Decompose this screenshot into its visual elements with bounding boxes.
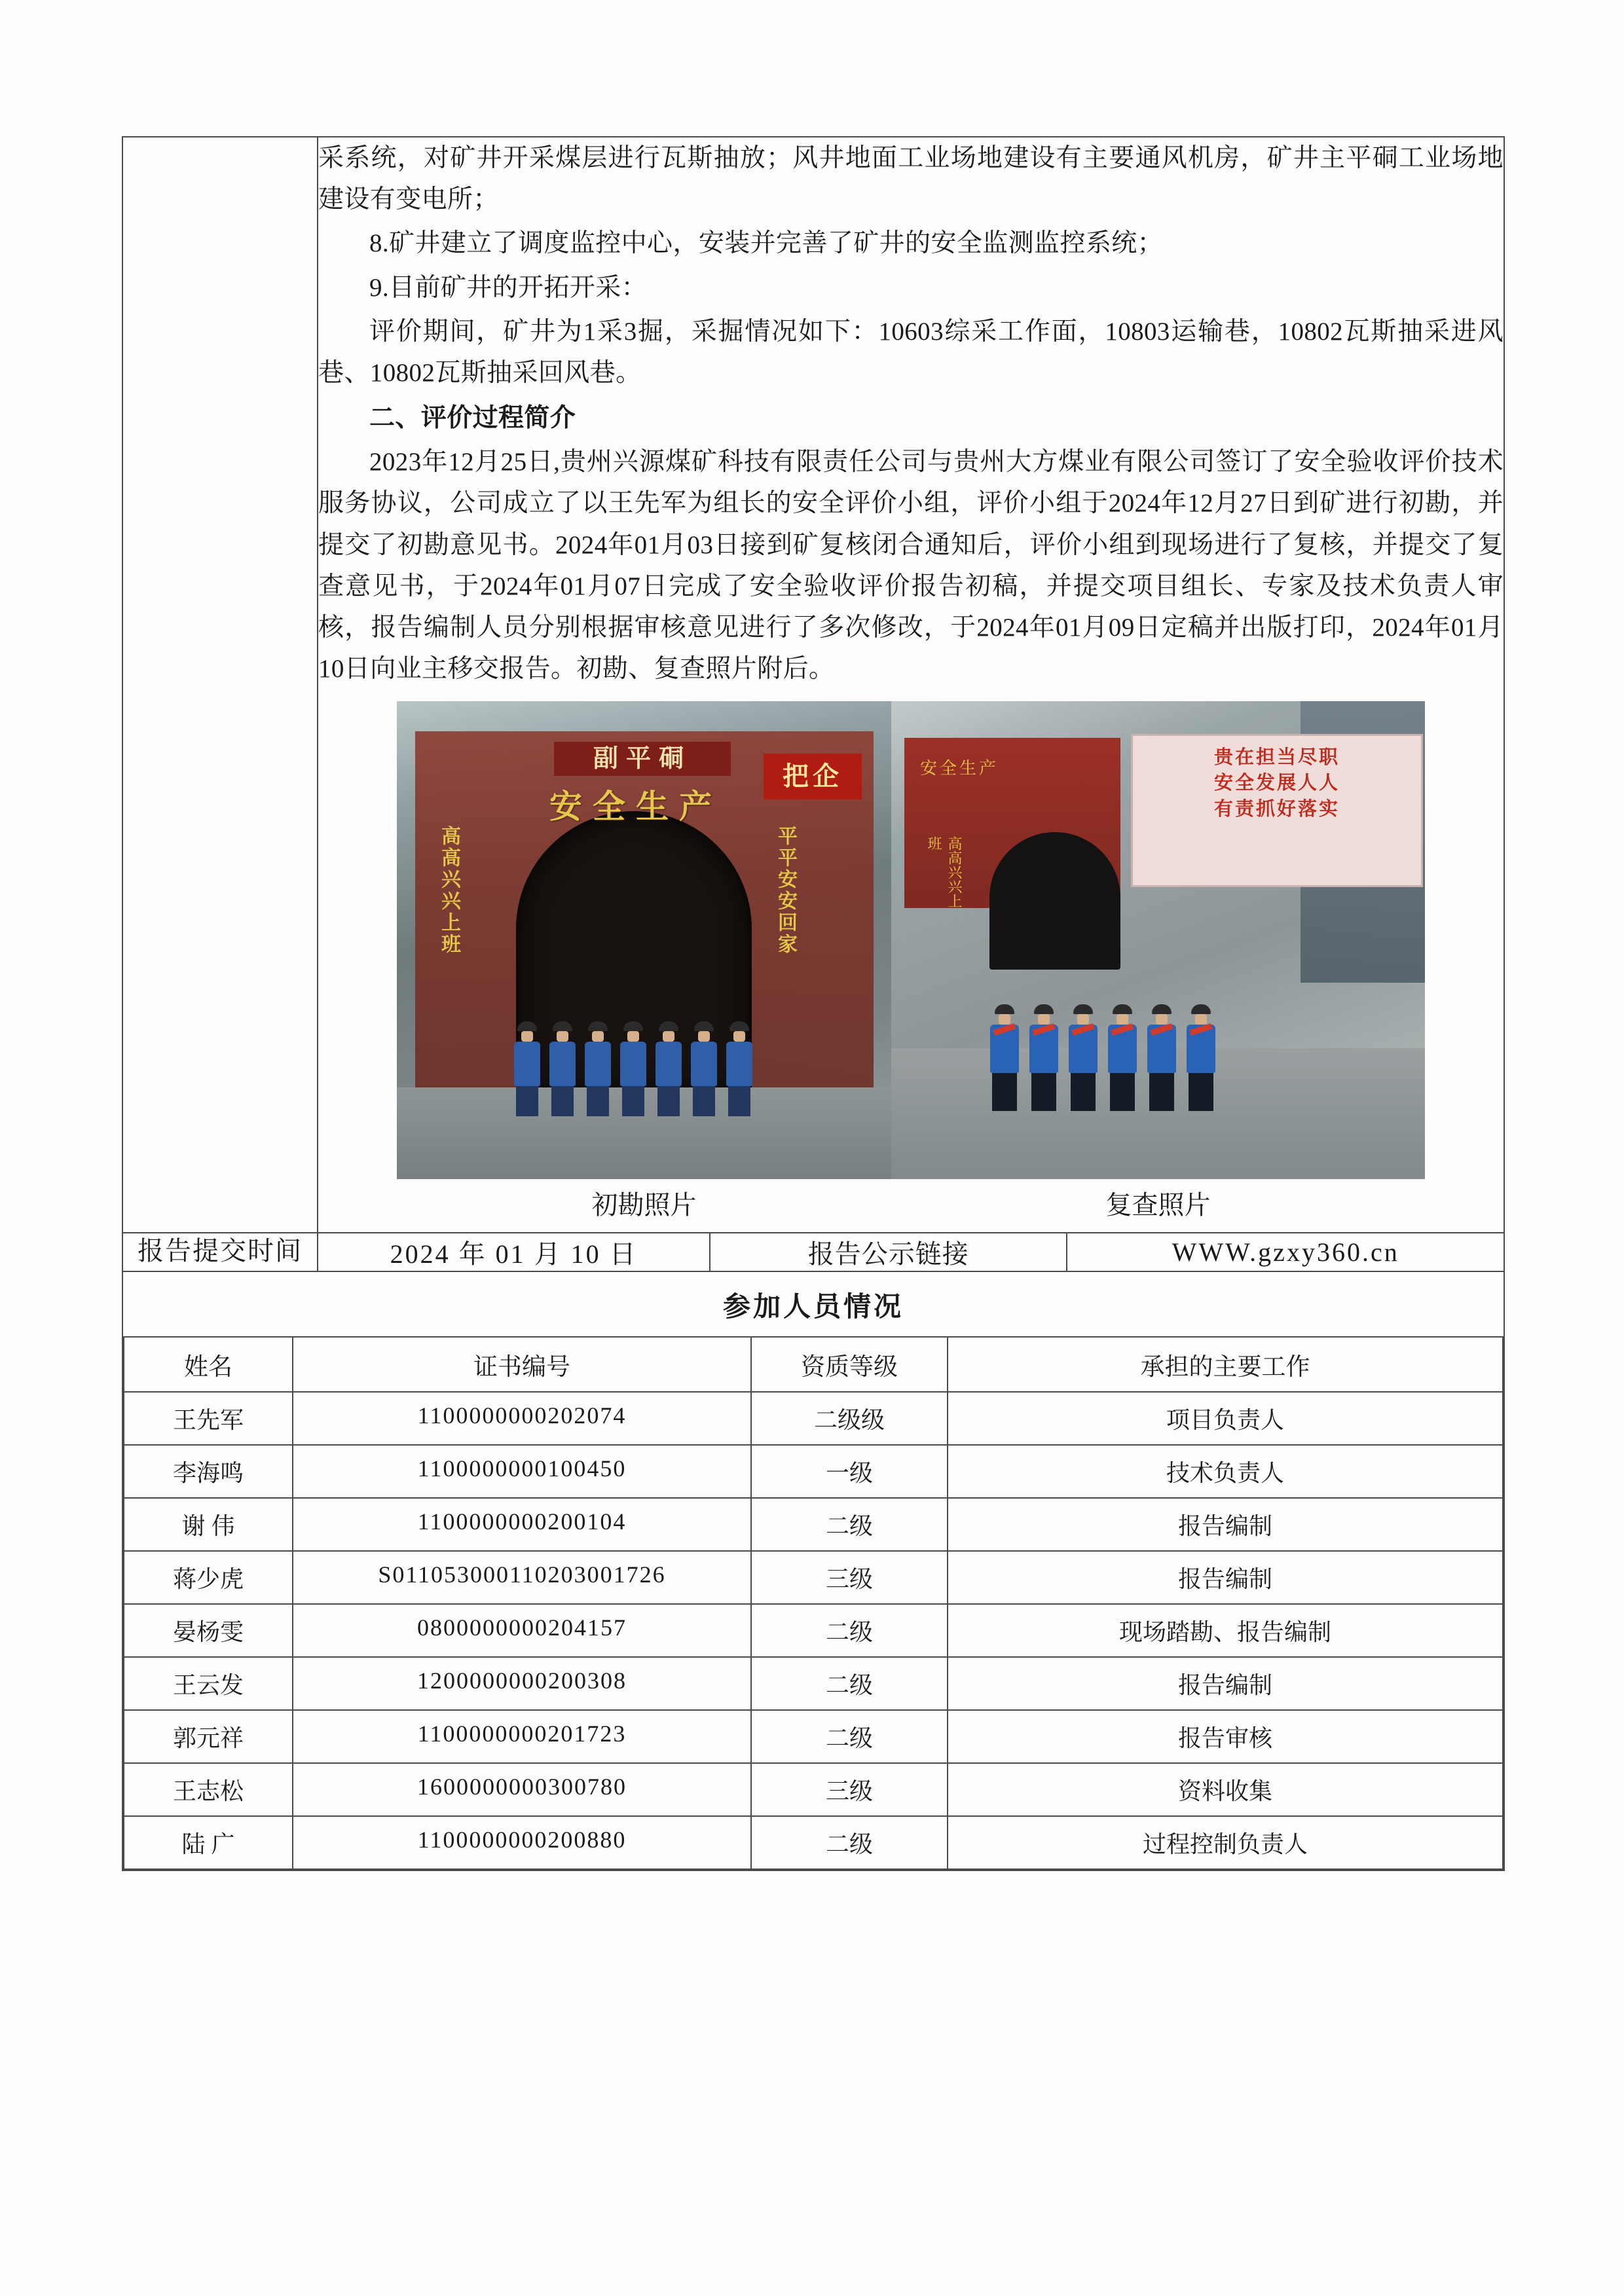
table-row bbox=[124, 1498, 1503, 1551]
cell-level: 二级 bbox=[751, 1657, 948, 1710]
cell-level: 二级 bbox=[751, 1604, 948, 1657]
cell-cert: 1100000000202074 bbox=[293, 1392, 751, 1445]
worker-figure bbox=[1029, 1004, 1059, 1111]
photo-captions bbox=[397, 1184, 1425, 1222]
cell-cert: 1600000000300780 bbox=[293, 1763, 751, 1816]
caption-recheck-survey: 复查照片 bbox=[1105, 1190, 1211, 1220]
cell-level: 三级 bbox=[751, 1551, 948, 1604]
worker-figure bbox=[512, 1021, 542, 1116]
table-row bbox=[124, 1710, 1503, 1763]
cell-name: 王云发 bbox=[124, 1657, 293, 1710]
table-row bbox=[124, 1816, 1503, 1869]
worker-figure bbox=[654, 1021, 684, 1116]
banner-red-line1: 安全生产 bbox=[920, 759, 999, 778]
cell-name: 王志松 bbox=[124, 1763, 293, 1816]
worker-figure bbox=[989, 1004, 1020, 1111]
main-document-table bbox=[122, 136, 1505, 1871]
sign-portal-name: 副平硐 bbox=[554, 742, 731, 776]
cell-cert: 1100000000100450 bbox=[293, 1445, 751, 1498]
cell-work: 技术负责人 bbox=[948, 1445, 1503, 1498]
header-level: 资质等级 bbox=[751, 1337, 948, 1392]
paragraph-evaluation-process: 2023年12月25日,贵州兴源煤矿科技有限责任公司与贵州大方煤业有限公司签订了安全验收评价技术服务协议，公司成立了以王先军为组长的安全评价小组，评价小组于2024年12月27日到矿进行初勘，并提交了初勘意见书。2024年01月03日接到矿复核闭合通知后，评价小组到现场进行了复核，并提交了复查意见书，于2024年01月07日完成了安全验收评价报告初稿，并提交项目组长、专家及技术负责人审核，报告编制人员分别根据审核意见进行了多次修改，于2024年01月09日定稿并出版打印，2024年01月10日向业主移交报告。初勘、复查照片附后。 bbox=[318, 448, 1504, 683]
cell-level: 二级级 bbox=[751, 1392, 948, 1445]
cell-work: 报告编制 bbox=[948, 1498, 1503, 1551]
banner-pink-line3: 有责抓好落实 bbox=[1213, 798, 1340, 820]
cell-work: 现场踏勘、报告编制 bbox=[948, 1604, 1503, 1657]
worker-figure bbox=[1107, 1004, 1137, 1111]
section-heading-evaluation-process: 二、评价过程简介 bbox=[369, 404, 576, 433]
banner-pink bbox=[1131, 734, 1423, 887]
cell-work: 报告编制 bbox=[948, 1657, 1503, 1710]
crew-group-right bbox=[989, 1004, 1216, 1111]
banner-pink-line1: 贵在担当尽职 bbox=[1213, 747, 1340, 769]
cell-name: 蒋少虎 bbox=[124, 1551, 293, 1604]
paragraph-continuation: 采系统，对矿井开采煤层进行瓦斯抽放；风井地面工业场地建设有主要通风机房，矿井主平硐工业场地建设有变电所； bbox=[318, 144, 1504, 214]
cell-cert: 0800000000204157 bbox=[293, 1604, 751, 1657]
photo-group bbox=[397, 701, 1425, 1179]
banner-red-line2: 高高兴兴上班 bbox=[926, 836, 963, 909]
cell-work: 资料收集 bbox=[948, 1763, 1503, 1816]
sign-vertical-left: 高高兴兴上班 bbox=[438, 826, 460, 956]
sign-vertical-right: 平平安安回家 bbox=[775, 826, 796, 956]
sign-red-box: 把企 bbox=[764, 754, 862, 799]
submit-info-cell bbox=[318, 1233, 1504, 1271]
table-row bbox=[124, 1392, 1503, 1445]
cell-work: 报告编制 bbox=[948, 1551, 1503, 1604]
worker-figure bbox=[689, 1021, 719, 1116]
cell-level: 三级 bbox=[751, 1763, 948, 1816]
paragraph-mining-status: 评价期间，矿井为1采3掘，采掘情况如下：10603综采工作面，10803运输巷，10802瓦斯抽采进风巷、10802瓦斯抽采回风巷。 bbox=[318, 317, 1504, 387]
cell-work: 过程控制负责人 bbox=[948, 1816, 1503, 1869]
submit-time-label: 报告提交时间 bbox=[122, 1233, 318, 1271]
photo-initial-survey bbox=[397, 701, 891, 1179]
sign-safety-slogan: 安全生产 bbox=[549, 788, 722, 826]
worker-figure bbox=[724, 1021, 754, 1116]
cell-level: 二级 bbox=[751, 1816, 948, 1869]
body-content-cell bbox=[318, 137, 1504, 1233]
cell-name: 陆 广 bbox=[124, 1816, 293, 1869]
participants-section-row bbox=[122, 1271, 1504, 1870]
participants-cell bbox=[122, 1271, 1504, 1870]
submit-info-row bbox=[122, 1233, 1504, 1271]
worker-figure bbox=[1147, 1004, 1177, 1111]
worker-figure bbox=[1186, 1004, 1216, 1111]
table-row bbox=[124, 1551, 1503, 1604]
cell-level: 二级 bbox=[751, 1710, 948, 1763]
cell-cert: 1100000000201723 bbox=[293, 1710, 751, 1763]
cell-name: 晏杨雯 bbox=[124, 1604, 293, 1657]
cell-work: 报告审核 bbox=[948, 1710, 1503, 1763]
left-empty-column bbox=[122, 137, 318, 1233]
participants-title: 参加人员情况 bbox=[722, 1292, 904, 1323]
worker-figure bbox=[547, 1021, 578, 1116]
worker-figure bbox=[1068, 1004, 1098, 1111]
photo-recheck-survey bbox=[891, 701, 1425, 1179]
cell-name: 李海鸣 bbox=[124, 1445, 293, 1498]
submit-inner-table bbox=[318, 1233, 1504, 1271]
cell-level: 二级 bbox=[751, 1498, 948, 1551]
paragraph-item-9: 9.目前矿井的开拓开采： bbox=[369, 273, 648, 302]
tunnel-arch-right bbox=[989, 832, 1120, 970]
cell-cert: 1100000000200104 bbox=[293, 1498, 751, 1551]
cell-name: 王先军 bbox=[124, 1392, 293, 1445]
worker-figure bbox=[618, 1021, 648, 1116]
participants-header-row bbox=[124, 1337, 1503, 1392]
table-row bbox=[124, 1657, 1503, 1710]
cell-work: 项目负责人 bbox=[948, 1392, 1503, 1445]
caption-initial-survey: 初勘照片 bbox=[591, 1190, 697, 1220]
paragraph-item-8: 8.矿井建立了调度监控中心，安装并完善了矿井的安全监测监控系统； bbox=[369, 229, 1164, 258]
cell-name: 谢 伟 bbox=[124, 1498, 293, 1551]
table-row bbox=[124, 1445, 1503, 1498]
public-link-label: 报告公示链接 bbox=[710, 1233, 1067, 1271]
table-row bbox=[124, 1604, 1503, 1657]
header-name: 姓名 bbox=[124, 1337, 293, 1392]
table-row bbox=[124, 1763, 1503, 1816]
header-cert: 证书编号 bbox=[293, 1337, 751, 1392]
cell-cert: 1200000000200308 bbox=[293, 1657, 751, 1710]
worker-figure bbox=[583, 1021, 613, 1116]
cell-cert: 1100000000200880 bbox=[293, 1816, 751, 1869]
banner-pink-line2: 安全发展人人 bbox=[1213, 773, 1340, 794]
public-link-value[interactable]: WWW.gzxy360.cn bbox=[1172, 1237, 1399, 1267]
content-row bbox=[122, 137, 1504, 1233]
cell-level: 一级 bbox=[751, 1445, 948, 1498]
header-work: 承担的主要工作 bbox=[948, 1337, 1503, 1392]
participants-table bbox=[123, 1336, 1504, 1870]
crew-group-left bbox=[512, 1021, 754, 1116]
submit-date-value: 2024 年 01 月 10 日 bbox=[318, 1233, 710, 1271]
cell-cert: S011053000110203001726 bbox=[293, 1551, 751, 1604]
cell-name: 郭元祥 bbox=[124, 1710, 293, 1763]
